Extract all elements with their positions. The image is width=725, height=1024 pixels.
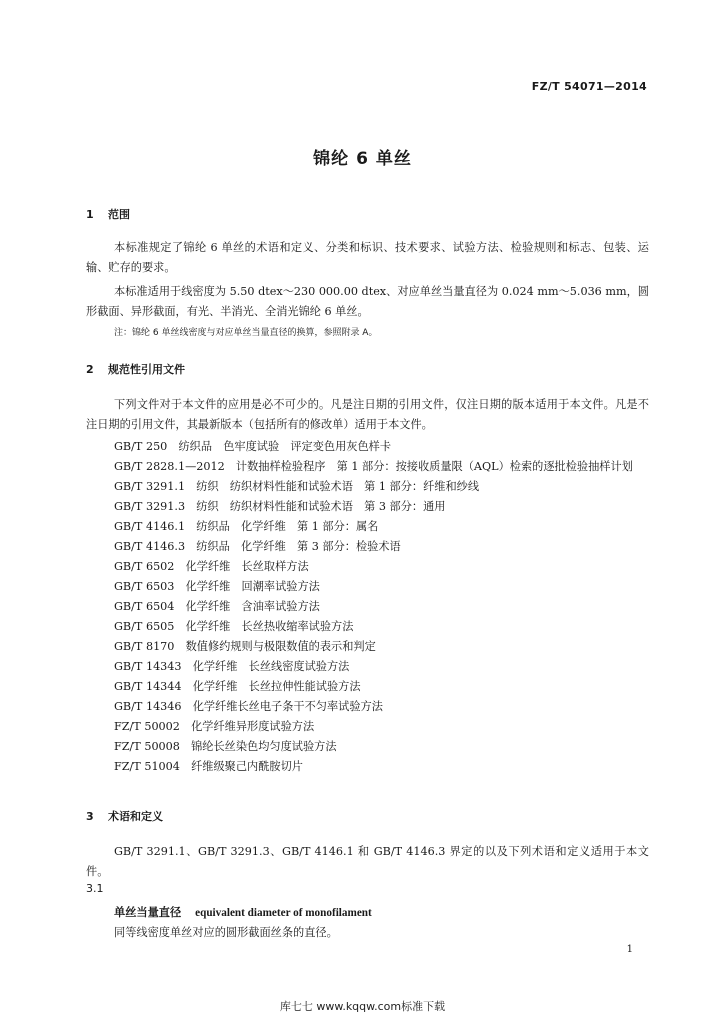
reference-item: GB/T 6503 化学纤维 回潮率试验方法 [114,580,320,593]
reference-item: GB/T 4146.3 纺织品 化学纤维 第 3 部分：检验术语 [114,540,401,553]
reference-item: GB/T 14344 化学纤维 长丝拉伸性能试验方法 [114,680,361,693]
reference-list [86,437,649,777]
reference-item: GB/T 6504 化学纤维 含油率试验方法 [114,600,320,613]
reference-item: GB/T 3291.3 纺织 纺织材料性能和试验术语 第 3 部分：通用 [114,500,446,513]
section-3-number: 3 [86,810,94,823]
terms-intro: GB/T 3291.1、GB/T 3291.3、GB/T 4146.1 和 GB/T 4146.3 界定的以及下列术语和定义适用于本文件。 [86,845,649,878]
reference-item: GB/T 14346 化学纤维长丝电子条干不匀率试验方法 [114,700,383,713]
reference-item: GB/T 8170 数值修约规则与极限数值的表示和判定 [114,640,376,653]
section-1-heading [86,206,130,222]
reference-item: GB/T 250 纺织品 色牢度试验 评定变色用灰色样卡 [114,440,392,453]
term-definition: 同等线密度单丝对应的圆形截面丝条的直径。 [114,926,338,939]
section-3-title: 术语和定义 [108,810,163,823]
section-3-heading [86,808,163,824]
reference-item: FZ/T 50008 锦纶长丝染色均匀度试验方法 [114,740,337,753]
scope-note: 注：锦纶 6 单丝线密度与对应单丝当量直径的换算，参照附录 A。 [114,328,378,338]
reference-item: GB/T 6502 化学纤维 长丝取样方法 [114,560,309,573]
term-entry [114,904,372,920]
reference-item: GB/T 14343 化学纤维 长丝线密度试验方法 [114,660,350,673]
page-number: 1 [626,944,633,955]
reference-item: GB/T 4146.1 纺织品 化学纤维 第 1 部分：属名 [114,520,379,533]
scope-paragraph-2: 本标准适用于线密度为 5.50 dtex～230 000.00 dtex、对应单丝当量直径为 0.024 mm～5.036 mm，圆形截面、异形截面，有光、半消光、全消光锦纶 6 单丝。 [86,285,649,318]
document-title: 锦纶 6 单丝 [313,149,412,169]
reference-item: GB/T 2828.1—2012 计数抽样检验程序 第 1 部分：按接收质量限（AQL）检索的逐批检验抽样计划 [114,460,633,473]
scope-paragraph-1: 本标准规定了锦纶 6 单丝的术语和定义、分类和标识、技术要求、试验方法、检验规则和标志、包装、运输、贮存的要求。 [86,241,649,274]
reference-item: FZ/T 50002 化学纤维异形度试验方法 [114,720,315,733]
section-2-heading [86,361,185,377]
standard-code: FZ/T 54071—2014 [531,80,647,93]
term-english: equivalent diameter of monofilament [195,907,372,919]
section-2-title: 规范性引用文件 [108,363,185,376]
reference-item: GB/T 6505 化学纤维 长丝热收缩率试验方法 [114,620,354,633]
clause-number: 3.1 [86,882,104,895]
term-chinese: 单丝当量直径 [114,905,182,919]
footer-watermark: 库七七 www.kqqw.com标准下载 [279,1000,446,1013]
section-2-number: 2 [86,363,94,376]
reference-item: FZ/T 51004 纤维级聚己内酰胺切片 [114,760,303,773]
references-intro: 下列文件对于本文件的应用是必不可少的。凡是注日期的引用文件，仅注日期的版本适用于本文件。凡是不注日期的引用文件，其最新版本（包括所有的修改单）适用于本文件。 [86,398,649,431]
reference-item: GB/T 3291.1 纺织 纺织材料性能和试验术语 第 1 部分：纤维和纱线 [114,480,480,493]
section-1-number: 1 [86,208,94,221]
section-1-title: 范围 [108,208,130,221]
